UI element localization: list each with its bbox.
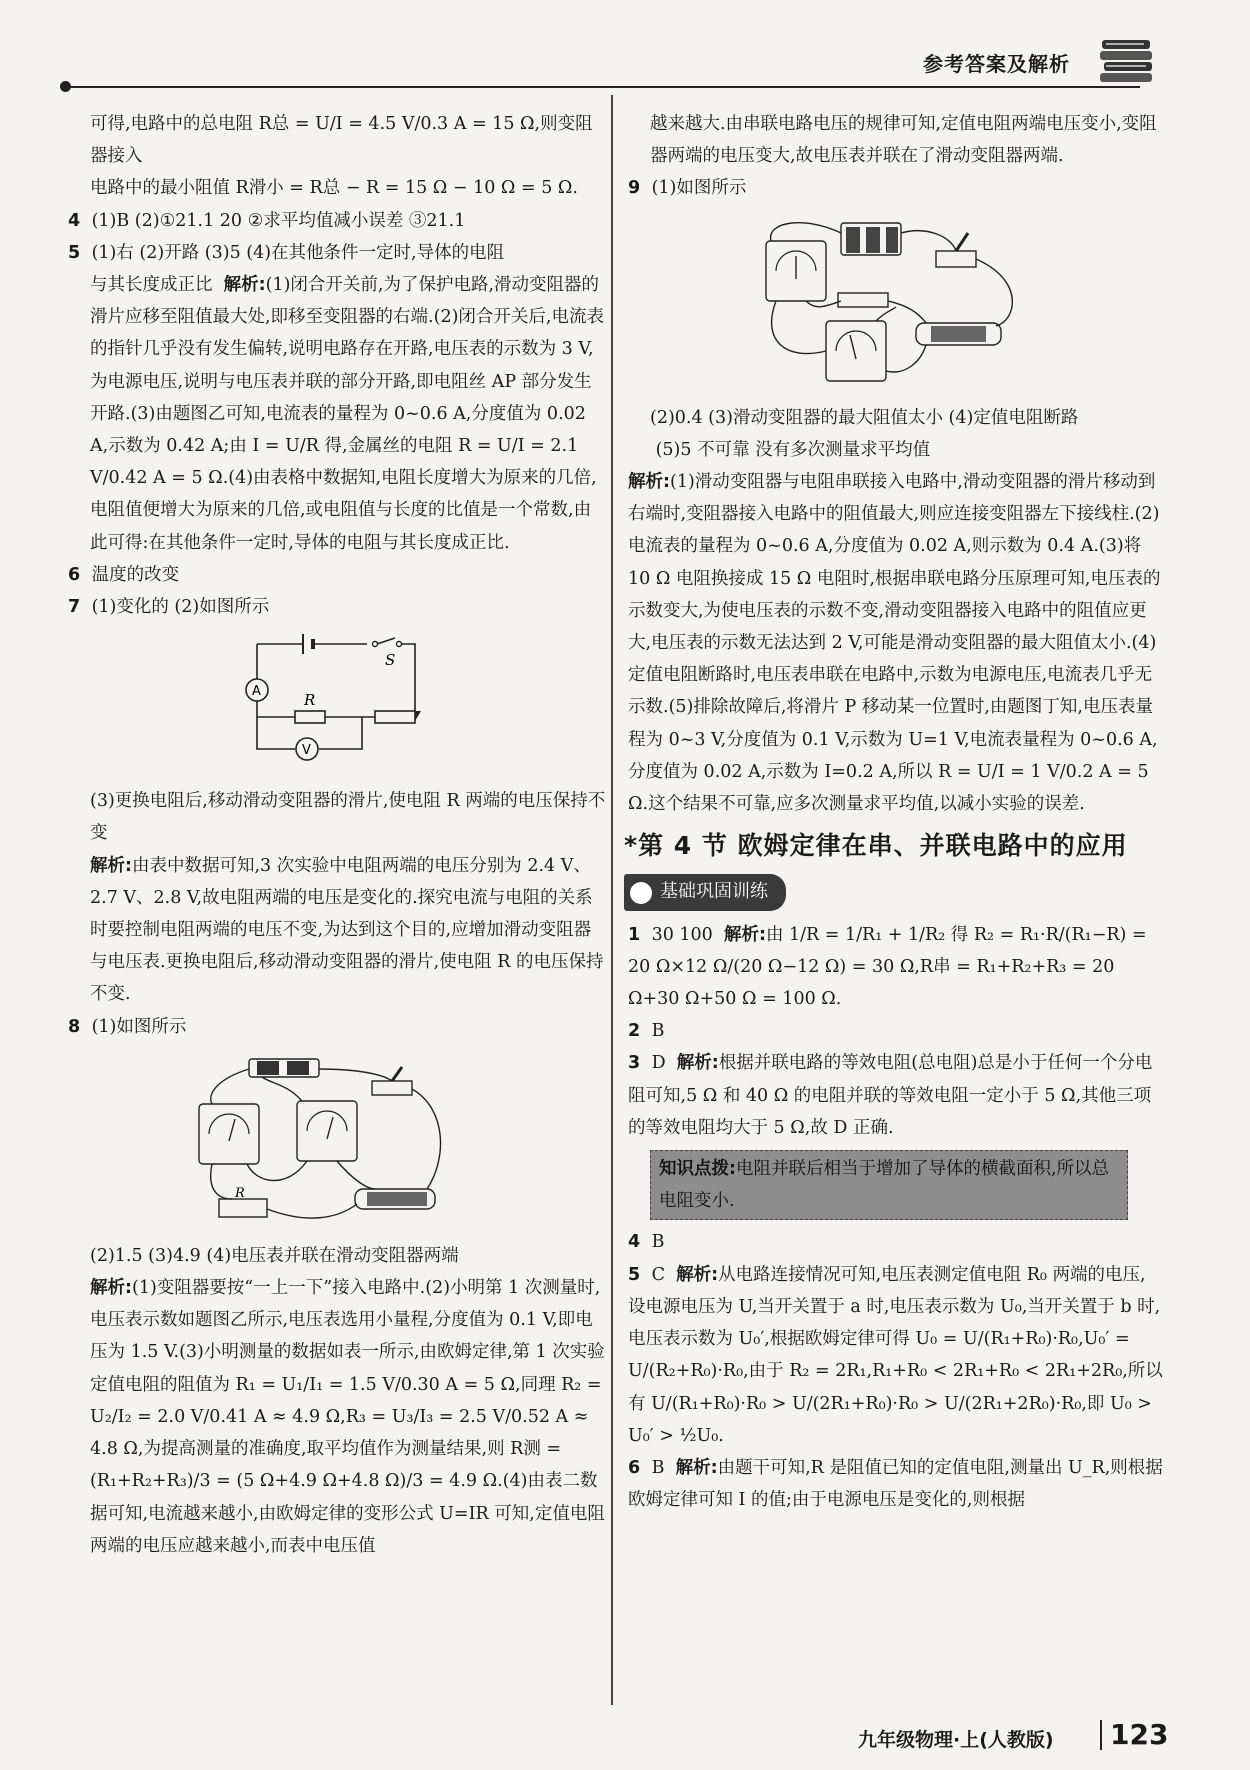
tip-label: 知识点拨: — [659, 1159, 736, 1180]
footer-divider — [1100, 1720, 1102, 1750]
rheostat-symbol — [375, 711, 415, 723]
tip-text: 电阻并联后相当于增加了导体的横截面积,所以总电阻变小. — [659, 1159, 1110, 1212]
answer-7-analysis: 解析:由表中数据可知,3 次实验中电阻两端的电压分别为 2.4 V、2.7 V、2.8 V,故电阻两端的电压是变化的.探究电流与电阻的关系时要控制电阻两端的电压不变,为达到这个目的,应增加滑动变阻器与电压表.更换电阻后,移动滑动变阻器的滑片,使电阻 R 的电压保持不变. — [90, 855, 604, 1005]
answer-8-results: (2)1.5 (3)4.9 (4)电压表并联在滑动变阻器两端 — [90, 1245, 459, 1266]
left-column — [68, 108, 606, 1562]
answer-8: 8 (1)如图所示 — [68, 1016, 187, 1037]
resistor-label: R — [235, 1185, 245, 1201]
crown-icon — [630, 882, 652, 904]
answer-4: 4 (1)B (2)①21.1 20 ②求平均值减小误差 ③21.1 — [68, 210, 466, 231]
column-divider — [611, 95, 613, 1705]
circuit-drawing-8 — [187, 1049, 487, 1234]
answer-line: 可得,电路中的总电阻 R总 = U/I = 4.5 V/0.3 A = 15 Ω,则变阻器接入 — [90, 114, 593, 167]
answer-9-results-2: (5)5 不可靠 没有多次测量求平均值 — [655, 439, 931, 460]
exercise-3: 3 D 解析:根据并联电路的等效电阻(总电阻)总是小于任何一个分电阻可知,5 Ω 和 40 Ω 的电阻并联的等效电阻一定小于 5 Ω,其他三项的等效电阻均大于 5 Ω,故 D 正确. — [628, 1053, 1153, 1138]
exercise-5: 5 C 解析:从电路连接情况可知,电压表测定值电阻 R₀ 两端的电压,设电源电压为 U,当开关置于 a 时,电压表示数为 U₀,当开关置于 b 时,电压表示数为 U₀′,根据欧姆定律可得 U₀ = U/(R₁+R₀)·R₀,U₀′ = U/(R₂+R₀)·R₀,由于 R₂ = 2R₁,R₁+R₀ < 2R₁+R₀ < 2R₁+2R₀,所以有 U/(R₁+R₀)·R₀ > U/(2R₁+R₀)·R₀ > U/(2R₁+2R₀)·R₀,即 U₀ > U₀′ > ½U₀. — [628, 1264, 1163, 1446]
exercise-4: 4 B — [628, 1232, 665, 1253]
exercise-1: 1 30 100 解析:由 1/R = 1/R₁ + 1/R₂ 得 R₂ = R₁·R/(R₁−R) = 20 Ω×12 Ω/(20 Ω−12 Ω) = 30 Ω,R串 = R₁+R₂+R₃ = 20 Ω+30 Ω+50 Ω = 100 Ω. — [628, 924, 1147, 1010]
answer-5: 5 (1)右 (2)开路 (3)5 (4)在其他条件一定时,导体的电阻 — [68, 242, 505, 263]
answer-9: 9 (1)如图所示 — [628, 178, 747, 199]
exercise-2: 2 B — [628, 1021, 665, 1042]
answer-6: 6 温度的改变 — [68, 564, 180, 585]
resistor-symbol — [295, 711, 325, 723]
answer-line: 越来越大.由串联电路电压的规律可知,定值电阻两端电压变小,变阻器两端的电压变大,故电压表并联在了滑动变阻器两端. — [650, 114, 1157, 167]
exercise-banner — [624, 874, 786, 910]
answer-5-body: 与其长度成正比 解析:(1)闭合开关前,为了保护电路,滑动变阻器的滑片应移至阻值最大处,即移至变阻器的右端.(2)闭合开关后,电流表的指针几乎没有发生偏转,说明电路存在开路,电压表的示数为 3 V,为电源电压,说明与电压表并联的部分开路,即电阻丝 AP 部分发生开路.(3)由题图乙可知,电流表的量程为 0~0.6 A,分度值为 0.02 A,示数为 0.42 A;由 I = U/R 得,金属丝的电阻 R = U/I = 2.1 V/0.42 A = 5 Ω.(4)由表格中数据知,电阻长度增大为原来的几倍,电阻值便增大为原来的几倍,或电阻值与长度的比值是一个常数,由此可得:在其他条件一定时,导体的电阻与其长度成正比. — [90, 275, 604, 553]
answer-9-analysis: 解析:(1)滑动变阻器与电阻串联接入电路中,滑动变阻器的滑片移动到右端时,变阻器接入电路中的阻值最大,则应连接变阻器左下接线柱.(2)电流表的量程为 0~0.6 A,分度值为 0.02 A,则示数为 0.4 A.(3)将 10 Ω 电阻换接成 15 Ω 电阻时,根据串联电路分压原理可知,电压表的示数变大,为使电压表的示数不变,滑动变阻器接入电路中的阻值应更大,电压表的示数无法达到 2 V,可能是滑动变阻器的最大阻值太小.(4)定值电阻断路时,电压表串联在电路中,示数为电源电压,电流表几乎无示数.(5)排除故障后,将滑片 P 移动某一位置时,由题图丁知,电压表量程为 0~3 V,分度值为 0.1 V,示数为 U=1 V,电流表量程为 0~0.6 A,分度值为 0.02 A,示数为 I=0.2 A,所以 R = U/I = 1 V/0.2 A = 5 Ω.这个结果不可靠,应多次测量求平均值,以减小实验的误差. — [628, 472, 1161, 815]
page-number: 123 — [1110, 1718, 1169, 1751]
resistor-label: R — [304, 691, 316, 710]
page-header — [0, 0, 1250, 90]
answer-line: 电路中的最小阻值 R滑小 = R总 − R = 15 Ω − 10 Ω = 5 Ω. — [90, 178, 578, 199]
switch-label: S — [385, 651, 396, 670]
circuit-diagram-7 — [227, 629, 447, 779]
answer-7-part3: (3)更换电阻后,移动滑动变阻器的滑片,使电阻 R 两端的电压保持不变 — [90, 791, 606, 844]
section-title: *第 4 节 欧姆定律在串、并联电路中的应用 — [624, 831, 1128, 861]
header-rule — [65, 86, 1140, 88]
answer-8-analysis: 解析:(1)变阻器要按“一上一下”接入电路中.(2)小明第 1 次测量时,电压表示数如题图乙所示,电压表选用小量程,分度值为 0.1 V,即电压为 1.5 V.(3)小明测量的数据如表一所示,由欧姆定律,第 1 次实验定值电阻的阻值为 R₁ = U₁/I₁ = 1.5 V/0.30 A = 5 Ω,同理 R₂ = U₂/I₂ = 2.0 V/0.41 A ≈ 4.9 Ω,R₃ = U₃/I₃ = 2.5 V/0.52 A ≈ 4.8 Ω,为提高测量的准确度,取平均值作为测量结果,则 R测 = (R₁+R₂+R₃)/3 = (5 Ω+4.9 Ω+4.8 Ω)/3 = 4.9 Ω.(4)由表二数据可知,电流越来越小,由欧姆定律的变形公式 U=IR 可知,定值电阻两端的电压应越来越小,而表中电压值 — [90, 1278, 605, 1556]
books-icon — [1098, 34, 1156, 84]
banner-label: 基础巩固训练 — [660, 881, 768, 903]
right-column — [624, 108, 1163, 1516]
exercise-6: 6 B 解析:由题干可知,R 是阻值已知的定值电阻,测量出 U_R,则根据欧姆定律可知 I 的值;由于电源电压是变化的,则根据 — [628, 1457, 1163, 1511]
ammeter-label: A — [252, 684, 261, 700]
footer-book-title: 九年级物理·上(人教版) — [858, 1729, 1054, 1751]
header-title: 参考答案及解析 — [923, 52, 1070, 76]
answer-9-results: (2)0.4 (3)滑动变阻器的最大阻值太小 (4)定值电阻断路 — [650, 407, 1079, 428]
circuit-drawing-9 — [746, 211, 1046, 396]
knowledge-tip-box — [650, 1150, 1128, 1220]
answer-7: 7 (1)变化的 (2)如图所示 — [68, 597, 270, 618]
voltmeter-label: V — [302, 743, 311, 759]
